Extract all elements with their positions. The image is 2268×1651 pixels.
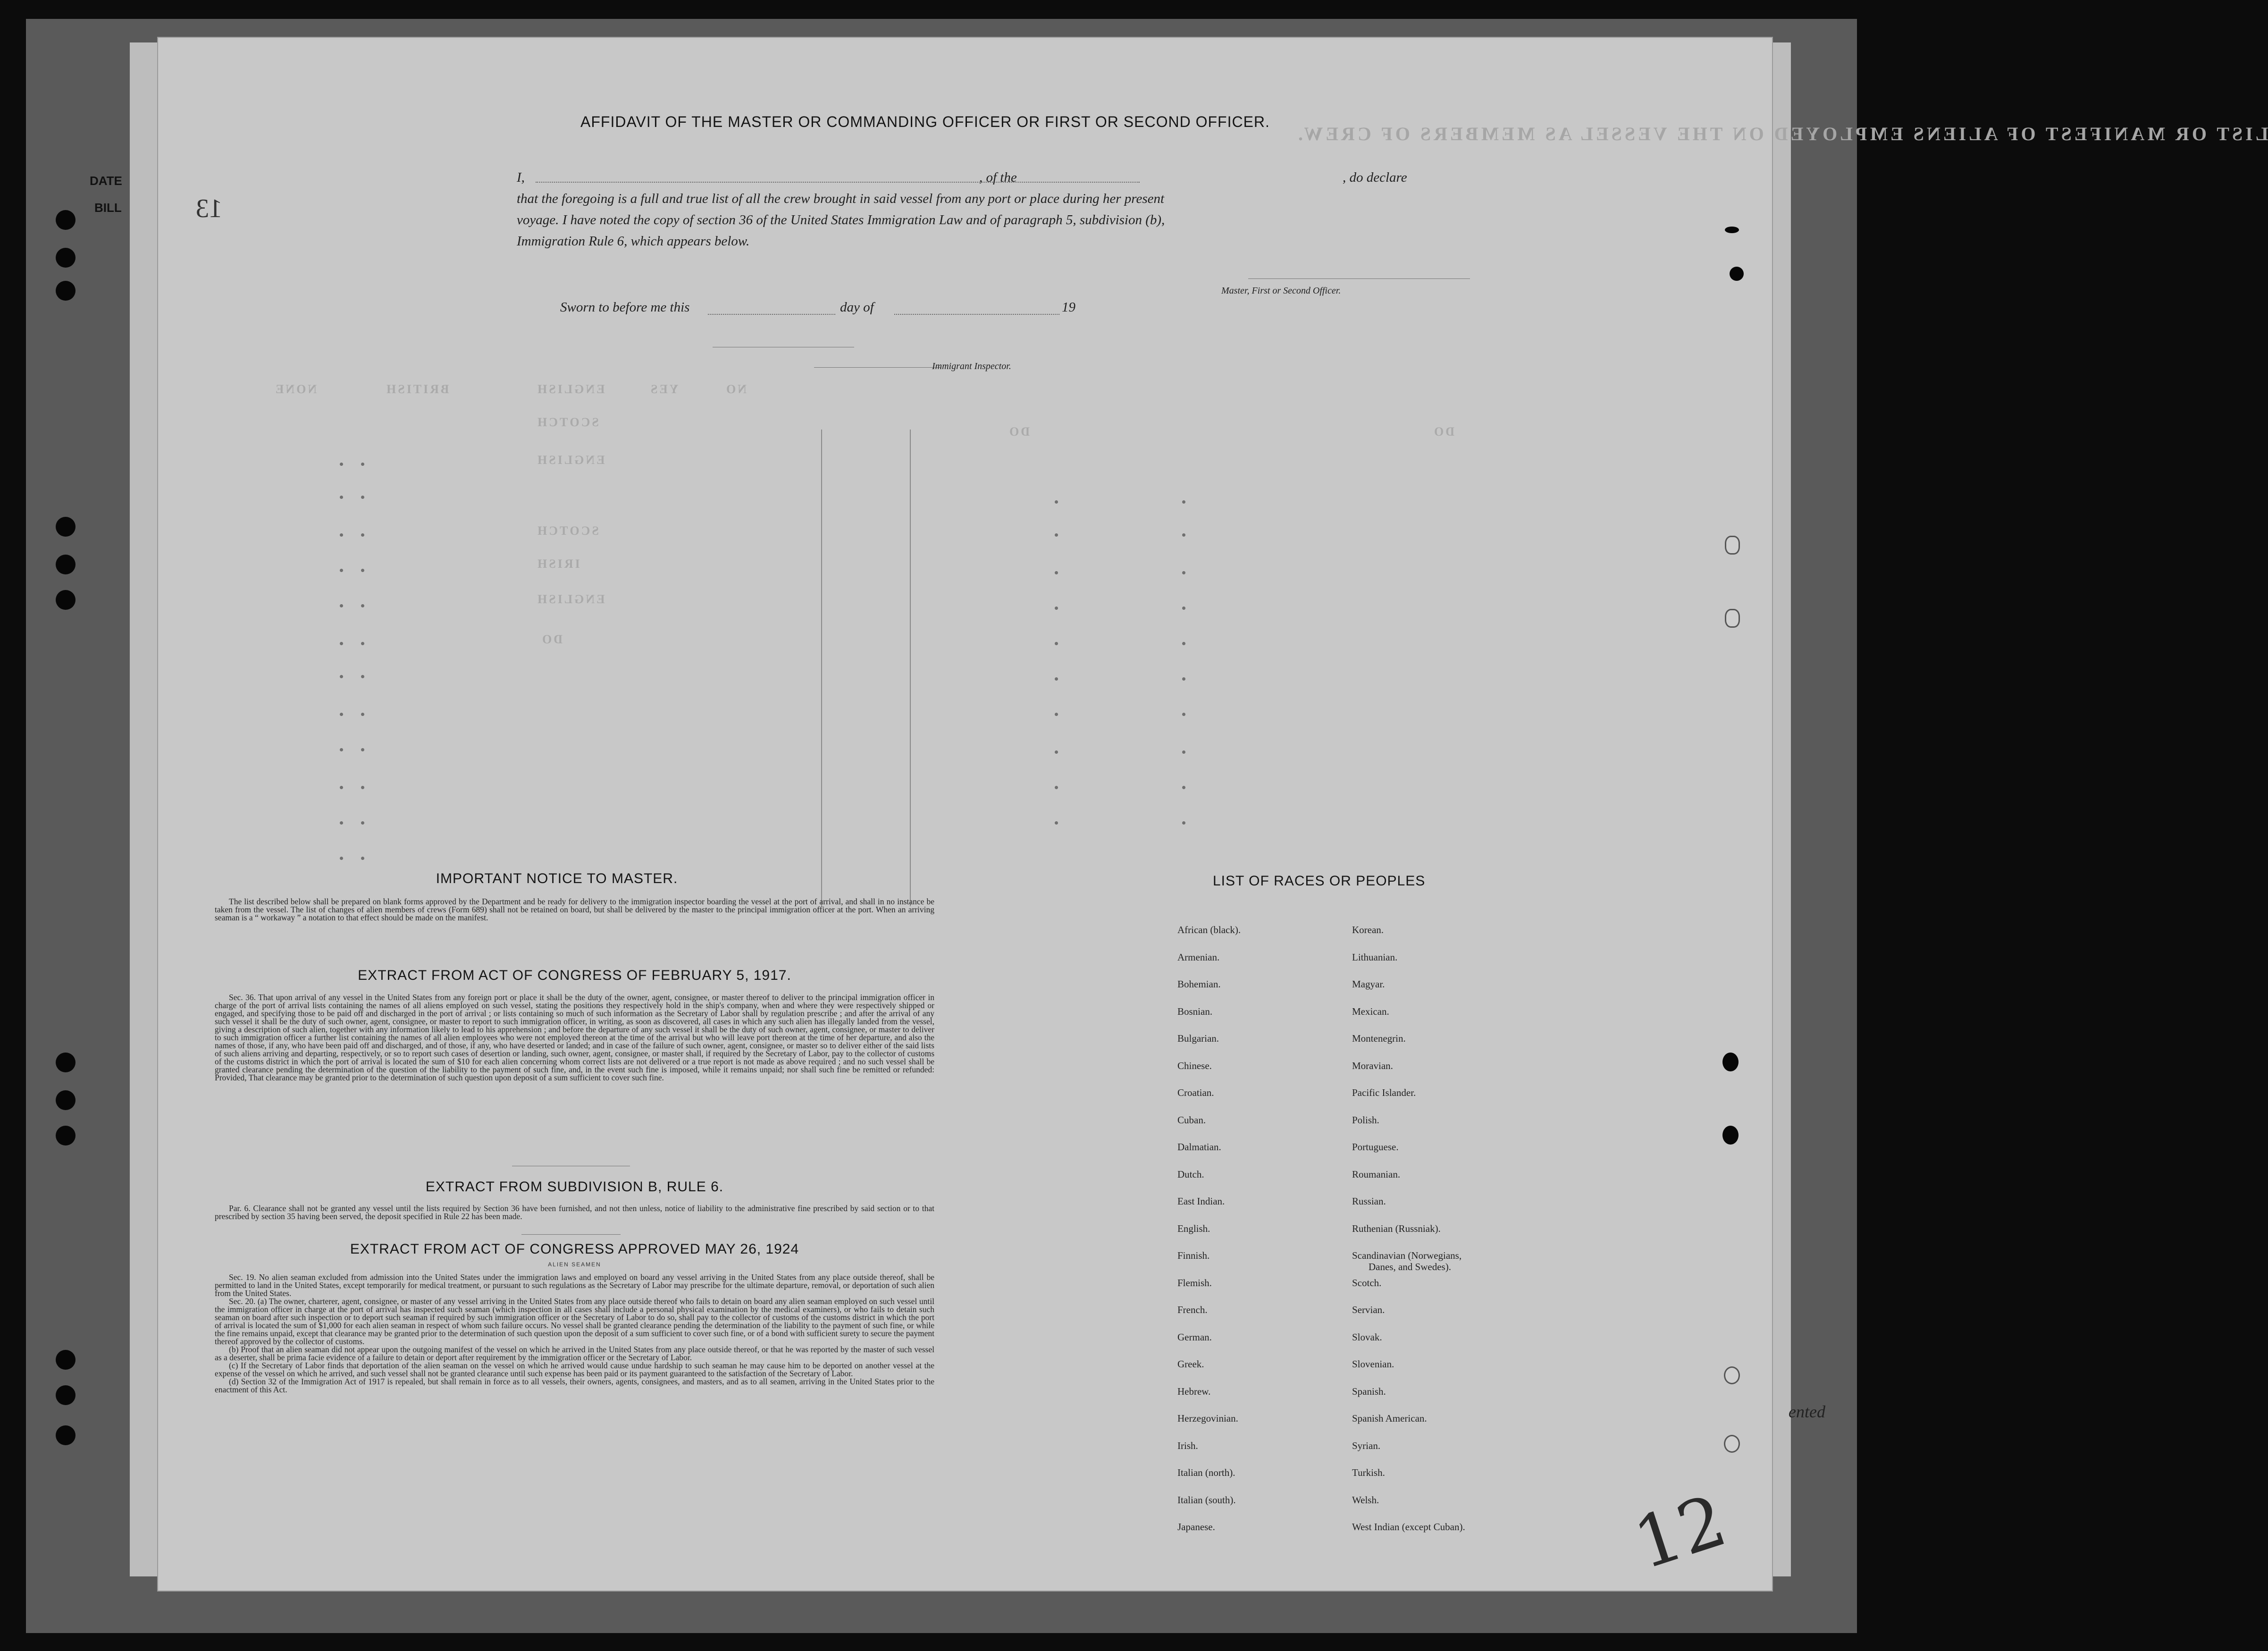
race-item: German. (1177, 1331, 1212, 1343)
race-item: Russian. (1352, 1196, 1386, 1207)
day-of-label: day of (840, 300, 874, 315)
binder-hole (56, 1425, 76, 1445)
name-blank[interactable] (536, 182, 1140, 183)
race-item: Japanese. (1177, 1521, 1215, 1533)
inspector-signature-line[interactable] (814, 367, 941, 368)
ditto-mark (1055, 642, 1058, 645)
race-item: Hebrew. (1177, 1385, 1211, 1397)
handwritten-page-number: 12 (1624, 1479, 1736, 1586)
binder-hole (56, 517, 76, 537)
race-item: Greek. (1177, 1358, 1204, 1370)
inspector-caption: Immigrant Inspector. (932, 361, 1011, 371)
ditto-mark (1182, 571, 1185, 574)
binder-hole (56, 590, 76, 610)
binder-hole (56, 1126, 76, 1146)
affidavit-title: AFFIDAVIT OF THE MASTER OR COMMANDING OFFICER OR FIRST OR SECOND OFFICER. (580, 113, 1270, 130)
binder-hole (56, 281, 76, 301)
sworn-month-blank[interactable] (894, 314, 1059, 315)
ditto-mark (1182, 713, 1185, 716)
handwritten-edge-note: ented (1789, 1402, 1825, 1421)
bleed-through-word: ENGLISH (536, 382, 605, 396)
bleed-through-word: DO (1432, 425, 1454, 438)
binder-hole (56, 210, 76, 230)
ditto-mark (340, 604, 343, 607)
extract-1924-title: EXTRACT FROM ACT OF CONGRESS APPROVED MAY 26, 1924 (350, 1241, 799, 1257)
race-item: Bohemian. (1177, 978, 1221, 990)
subdivision-b-paragraph: Par. 6. Clearance shall not be granted any vessel until the lists required by Section 36 have been furnished, and not then unless, notice of liability to the administrative fine prescribed by said section or to that prescribed by section 35 having been served, the deposit specified in Rule 22 has been made. (215, 1204, 934, 1221)
race-item: Cuban. (1177, 1114, 1206, 1126)
ditto-mark (340, 642, 343, 645)
bleed-column-line (821, 430, 822, 906)
sec-20c-paragraph: (c) If the Secretary of Labor finds that deportation of the alien seaman on the vessel on which he arrived would cause undue hardship to such seaman he may cause him to be deported on another vessel at the expense of the vessel on which he arrived, and such vessel shall not be granted clearance until such expense has been paid or its payment guaranteed to the satisfaction of the Secretary of Labor. (215, 1361, 934, 1378)
ditto-mark (340, 821, 343, 825)
race-item: Slovenian. (1352, 1358, 1394, 1370)
binder-hole (56, 1053, 76, 1072)
ditto-mark (1182, 533, 1185, 537)
bleed-through-word: ENGLISH (536, 592, 605, 606)
bleed-through-word: BRITISH (385, 382, 449, 396)
race-item: Moravian. (1352, 1060, 1393, 1071)
binder-hole (56, 1385, 76, 1405)
sworn-day-blank[interactable] (708, 314, 835, 315)
binder-hole (1722, 1126, 1739, 1145)
extract-1917-text (215, 994, 934, 1082)
race-item: Syrian. (1352, 1440, 1381, 1451)
bleed-through-word: IRISH (536, 557, 580, 571)
binder-hole (56, 1350, 76, 1370)
race-item: Spanish American. (1352, 1413, 1427, 1424)
ditto-mark (340, 533, 343, 537)
binder-hole (1724, 1366, 1740, 1384)
ditto-mark (361, 675, 364, 678)
race-item: Roumanian. (1352, 1168, 1401, 1180)
binder-hole (1724, 1435, 1740, 1453)
ditto-mark (361, 463, 364, 466)
notice-title: IMPORTANT NOTICE TO MASTER. (436, 871, 678, 886)
race-item: Portuguese. (1352, 1141, 1399, 1153)
ditto-mark (361, 857, 364, 860)
sec-20b-paragraph: (b) Proof that an alien seaman did not appear upon the outgoing manifest of the vessel on which he arrived in the United States from any place outside thereof, or that he was reported by the master of such vessel as a deserter, shall be prima facie evidence of a failure to detain or deport after requirement by the immigration officer or the Secretary of Labor. (215, 1345, 934, 1362)
races-title: LIST OF RACES OR PEOPLES (1213, 873, 1426, 889)
race-item: Italian (north). (1177, 1467, 1235, 1478)
race-item: Spanish. (1352, 1385, 1386, 1397)
ditto-mark (1055, 750, 1058, 754)
binder-hole (1725, 536, 1740, 555)
race-item: Herzegovinian. (1177, 1413, 1238, 1424)
sec-20d-paragraph: (d) Section 32 of the Immigration Act of 1917 is repealed, but shall remain in force as to all vessels, their owners, agents, consignees, and masters, and as to all seamen, arriving in the United States prior to the enactment of this Act. (215, 1377, 934, 1394)
bleed-through-word: NO (724, 382, 747, 396)
subdivision-b-title: EXTRACT FROM SUBDIVISION B, RULE 6. (425, 1179, 724, 1195)
affidavit-declare-label: , do declare (1343, 170, 1407, 185)
race-item: Mexican. (1352, 1005, 1389, 1017)
ditto-mark (361, 786, 364, 789)
subdivision-b-text (215, 1205, 934, 1221)
race-item: Korean. (1352, 924, 1384, 935)
binder-hole (1730, 267, 1744, 281)
ditto-mark (1055, 606, 1058, 610)
bleed-through-heading: LIST OR MANIFEST OF ALIENS EMPLOYED ON THE VESSEL AS MEMBERS OF CREW. (1295, 123, 2268, 144)
ditto-mark (1055, 500, 1058, 504)
affidavit-i-label: I, (517, 170, 525, 185)
master-signature-line[interactable] (1248, 278, 1470, 279)
binder-hole (56, 555, 76, 574)
race-item: Ruthenian (Russniak). (1352, 1222, 1441, 1234)
ditto-mark (340, 463, 343, 466)
ditto-mark (1182, 677, 1185, 681)
extract-1924-subtitle: ALIEN SEAMEN (548, 1261, 601, 1268)
ditto-mark (1055, 571, 1058, 574)
race-item: Italian (south). (1177, 1494, 1236, 1506)
ditto-mark (340, 748, 343, 751)
margin-note-bill: BILL (94, 201, 122, 215)
race-item: English. (1177, 1222, 1210, 1234)
ditto-mark (340, 786, 343, 789)
extract-1924-text (215, 1273, 934, 1394)
ditto-mark (1182, 821, 1185, 825)
race-item: Irish. (1177, 1440, 1198, 1451)
sec-20a-paragraph: Sec. 20. (a) The owner, charterer, agent, consignee, or master of any vessel arriving in the United States from any place outside thereof who fails to detain on board any alien seaman employed on such vessel until the immigration officer in charge at the port of arrival has inspected such seaman (which inspection in all cases shall include a personal physical examination by the medical examiners), or who fails to detain such seaman on board after such inspection or to deport such seaman if required by such immigration officer or the Secretary of Labor to do so, shall pay to the collector of customs of the customs district in which the port of arrival is located the sum of $1,000 for each alien seaman in respect of whom such failure occurs. No vessel shall be granted clearance pending the determination of the liability to the payment of such fine, or while the fine remains unpaid, except that clearance may be granted prior to the determination of such question upon the deposit of a sum sufficient to cover such fine, or of a bond with sufficient surety to secure the payment thereof approved by the collector of customs. (215, 1297, 934, 1346)
race-item: West Indian (except Cuban). (1352, 1521, 1465, 1533)
race-item: Croatian. (1177, 1087, 1214, 1098)
ditto-mark (1182, 500, 1185, 504)
race-item: Servian. (1352, 1304, 1385, 1315)
bleed-through-word: DO (1008, 425, 1030, 438)
notice-paragraph: The list described below shall be prepared on blank forms approved by the Department and be ready for delivery to the immigration inspector boarding the vessel at the port of arrival, and shall in no instance be taken from the vessel. The list of changes of alien members of crews (Form 689) shall not be retained on board, but shall be delivered by the master to the principal immigration officer at the port. When an arriving seaman is a “ workaway ” a notation to that effect should be made on the manifest. (215, 897, 934, 922)
binder-hole (56, 248, 76, 268)
ditto-mark (361, 748, 364, 751)
margin-note-date: DATE (90, 174, 122, 188)
ditto-mark (340, 713, 343, 716)
ditto-mark (361, 496, 364, 499)
binder-hole (56, 1090, 76, 1110)
race-item: Polish. (1352, 1114, 1379, 1126)
affidavit-line-2: that the foregoing is a full and true list of all the crew brought in said vessel from any port or place during her present (517, 191, 1165, 206)
bleed-through-word: YES (649, 382, 679, 396)
bleed-through-word: DO (540, 632, 563, 646)
race-item: Armenian. (1177, 951, 1220, 963)
binder-hole (1722, 1053, 1739, 1071)
race-item: Bosnian. (1177, 1005, 1213, 1017)
ditto-mark (1055, 786, 1058, 789)
race-item: Scandinavian (Norwegians, (1352, 1250, 1462, 1261)
race-item: Scotch. (1352, 1277, 1382, 1289)
ditto-mark (361, 569, 364, 572)
race-item: Slovak. (1352, 1331, 1382, 1343)
binder-hole (1725, 227, 1739, 233)
race-item: Finnish. (1177, 1250, 1210, 1261)
race-item: Dalmatian. (1177, 1141, 1221, 1153)
race-item: Pacific Islander. (1352, 1087, 1416, 1098)
race-item: Dutch. (1177, 1168, 1204, 1180)
sworn-label: Sworn to before me this (560, 300, 690, 315)
ditto-mark (1055, 533, 1058, 537)
race-item: Chinese. (1177, 1060, 1212, 1071)
ditto-mark (340, 569, 343, 572)
race-item: Turkish. (1352, 1467, 1385, 1478)
race-item: Lithuanian. (1352, 951, 1398, 963)
ditto-mark (361, 642, 364, 645)
ditto-mark (1182, 786, 1185, 789)
affidavit-line-3: voyage. I have noted the copy of section 36 of the United States Immigration Law and of paragraph 5, subdivision (b), (517, 212, 1165, 227)
ditto-mark (340, 857, 343, 860)
ditto-mark (361, 533, 364, 537)
sec-19-paragraph: Sec. 19. No alien seaman excluded from admission into the United States under the immigration laws and employed on board any vessel arriving in the United States from any place outside thereof, shall be permitted to land in the United States, except temporarily for medical treatment, or pursuant to such regulations as the Secretary of Labor may prescribe for the ultimate departure, removal, or deportation of such alien from the United States. (215, 1272, 934, 1298)
ditto-mark (361, 713, 364, 716)
bleed-column-line (910, 430, 911, 906)
ditto-mark (1182, 606, 1185, 610)
ditto-mark (361, 821, 364, 825)
section-divider (521, 1234, 621, 1235)
bleed-through-word: SCOTCH (536, 415, 599, 429)
race-item: East Indian. (1177, 1196, 1225, 1207)
race-item: Montenegrin. (1352, 1033, 1406, 1044)
ditto-mark (1182, 642, 1185, 645)
ditto-mark (340, 675, 343, 678)
year-label: 19 (1062, 300, 1075, 315)
extract-1917-paragraph: Sec. 36. That upon arrival of any vessel in the United States from any foreign port or place it shall be the duty of the owner, agent, consignee, or master thereof to deliver to the principal immigration officer in charge of the port of arrival lists containing the names of all aliens employed on such vessel, stating the positions they respectively hold in the ship's company, when and where they were respectively shipped or engaged, and specifying those to be paid off and discharged in the port of arrival ; or lists containing so much of such information as the Secretary of Labor shall by regulation prescribe ; and after the arrival of any such vessel it shall be the duty of such owner, agent, consignee, or master to report to such immigration officer, in writing, as soon as discovered, all cases in which any such alien has illegally landed from the vessel, giving a description of such alien, together with any information likely to lead to his apprehension ; and before the departure of any such vessel it shall be the duty of such owner, agent, consignee, or master to deliver to such immigration officer a further list containing the names of all alien employees who were not employed thereon at the time of the arrival but who will leave port thereon at the time of her departure, and also the names of those, if any, who have been paid off and discharged, and of those, if any, who have deserted or landed; and in case of the failure of such owner, agent, consignee, or master so to deliver either of the said lists of such aliens arriving and departing, respectively, or so to report such cases of desertion or landing, such owner, agent, consignee, or master shall, if required by the Secretary of Labor, pay to the collector of customs of the customs district in which the port of arrival is located the sum of $10 for each alien concerning whom correct lists are not delivered or a true report is not made as above required ; and no such vessel shall be granted clearance pending the determination of the question of the liability to the payment of such fine, and, in the event such fine is imposed, while it remains unpaid; nor shall such fine be remitted or refunded: Provided, That clearance may be granted prior to the determination of such question upon deposit of a sum sufficient to cover such fine. (215, 993, 934, 1082)
affidavit-of-the-label: , of the (979, 170, 1017, 185)
binder-hole (1725, 609, 1740, 628)
extract-1917-title: EXTRACT FROM ACT OF CONGRESS OF FEBRUARY 5, 1917. (358, 968, 791, 983)
race-item: French. (1177, 1304, 1208, 1315)
bleed-through-word: ENGLISH (536, 453, 605, 467)
ditto-mark (340, 496, 343, 499)
bleed-through-word: SCOTCH (536, 524, 599, 538)
bleed-through-word: NONE (274, 382, 317, 396)
ditto-mark (1182, 750, 1185, 754)
notice-text (215, 898, 934, 922)
master-caption: Master, First or Second Officer. (1221, 286, 1341, 296)
affidavit-line-4: Immigration Rule 6, which appears below. (517, 234, 750, 249)
ditto-mark (1055, 713, 1058, 716)
handwritten-margin-number: 13 (196, 194, 222, 223)
race-item: African (black). (1177, 924, 1241, 935)
race-item: Danes, and Swedes). (1369, 1261, 1451, 1272)
race-item: Bulgarian. (1177, 1033, 1219, 1044)
race-item: Magyar. (1352, 978, 1385, 990)
ditto-mark (361, 604, 364, 607)
race-item: Welsh. (1352, 1494, 1379, 1506)
ditto-mark (1055, 677, 1058, 681)
ditto-mark (1055, 821, 1058, 825)
race-item: Flemish. (1177, 1277, 1212, 1289)
